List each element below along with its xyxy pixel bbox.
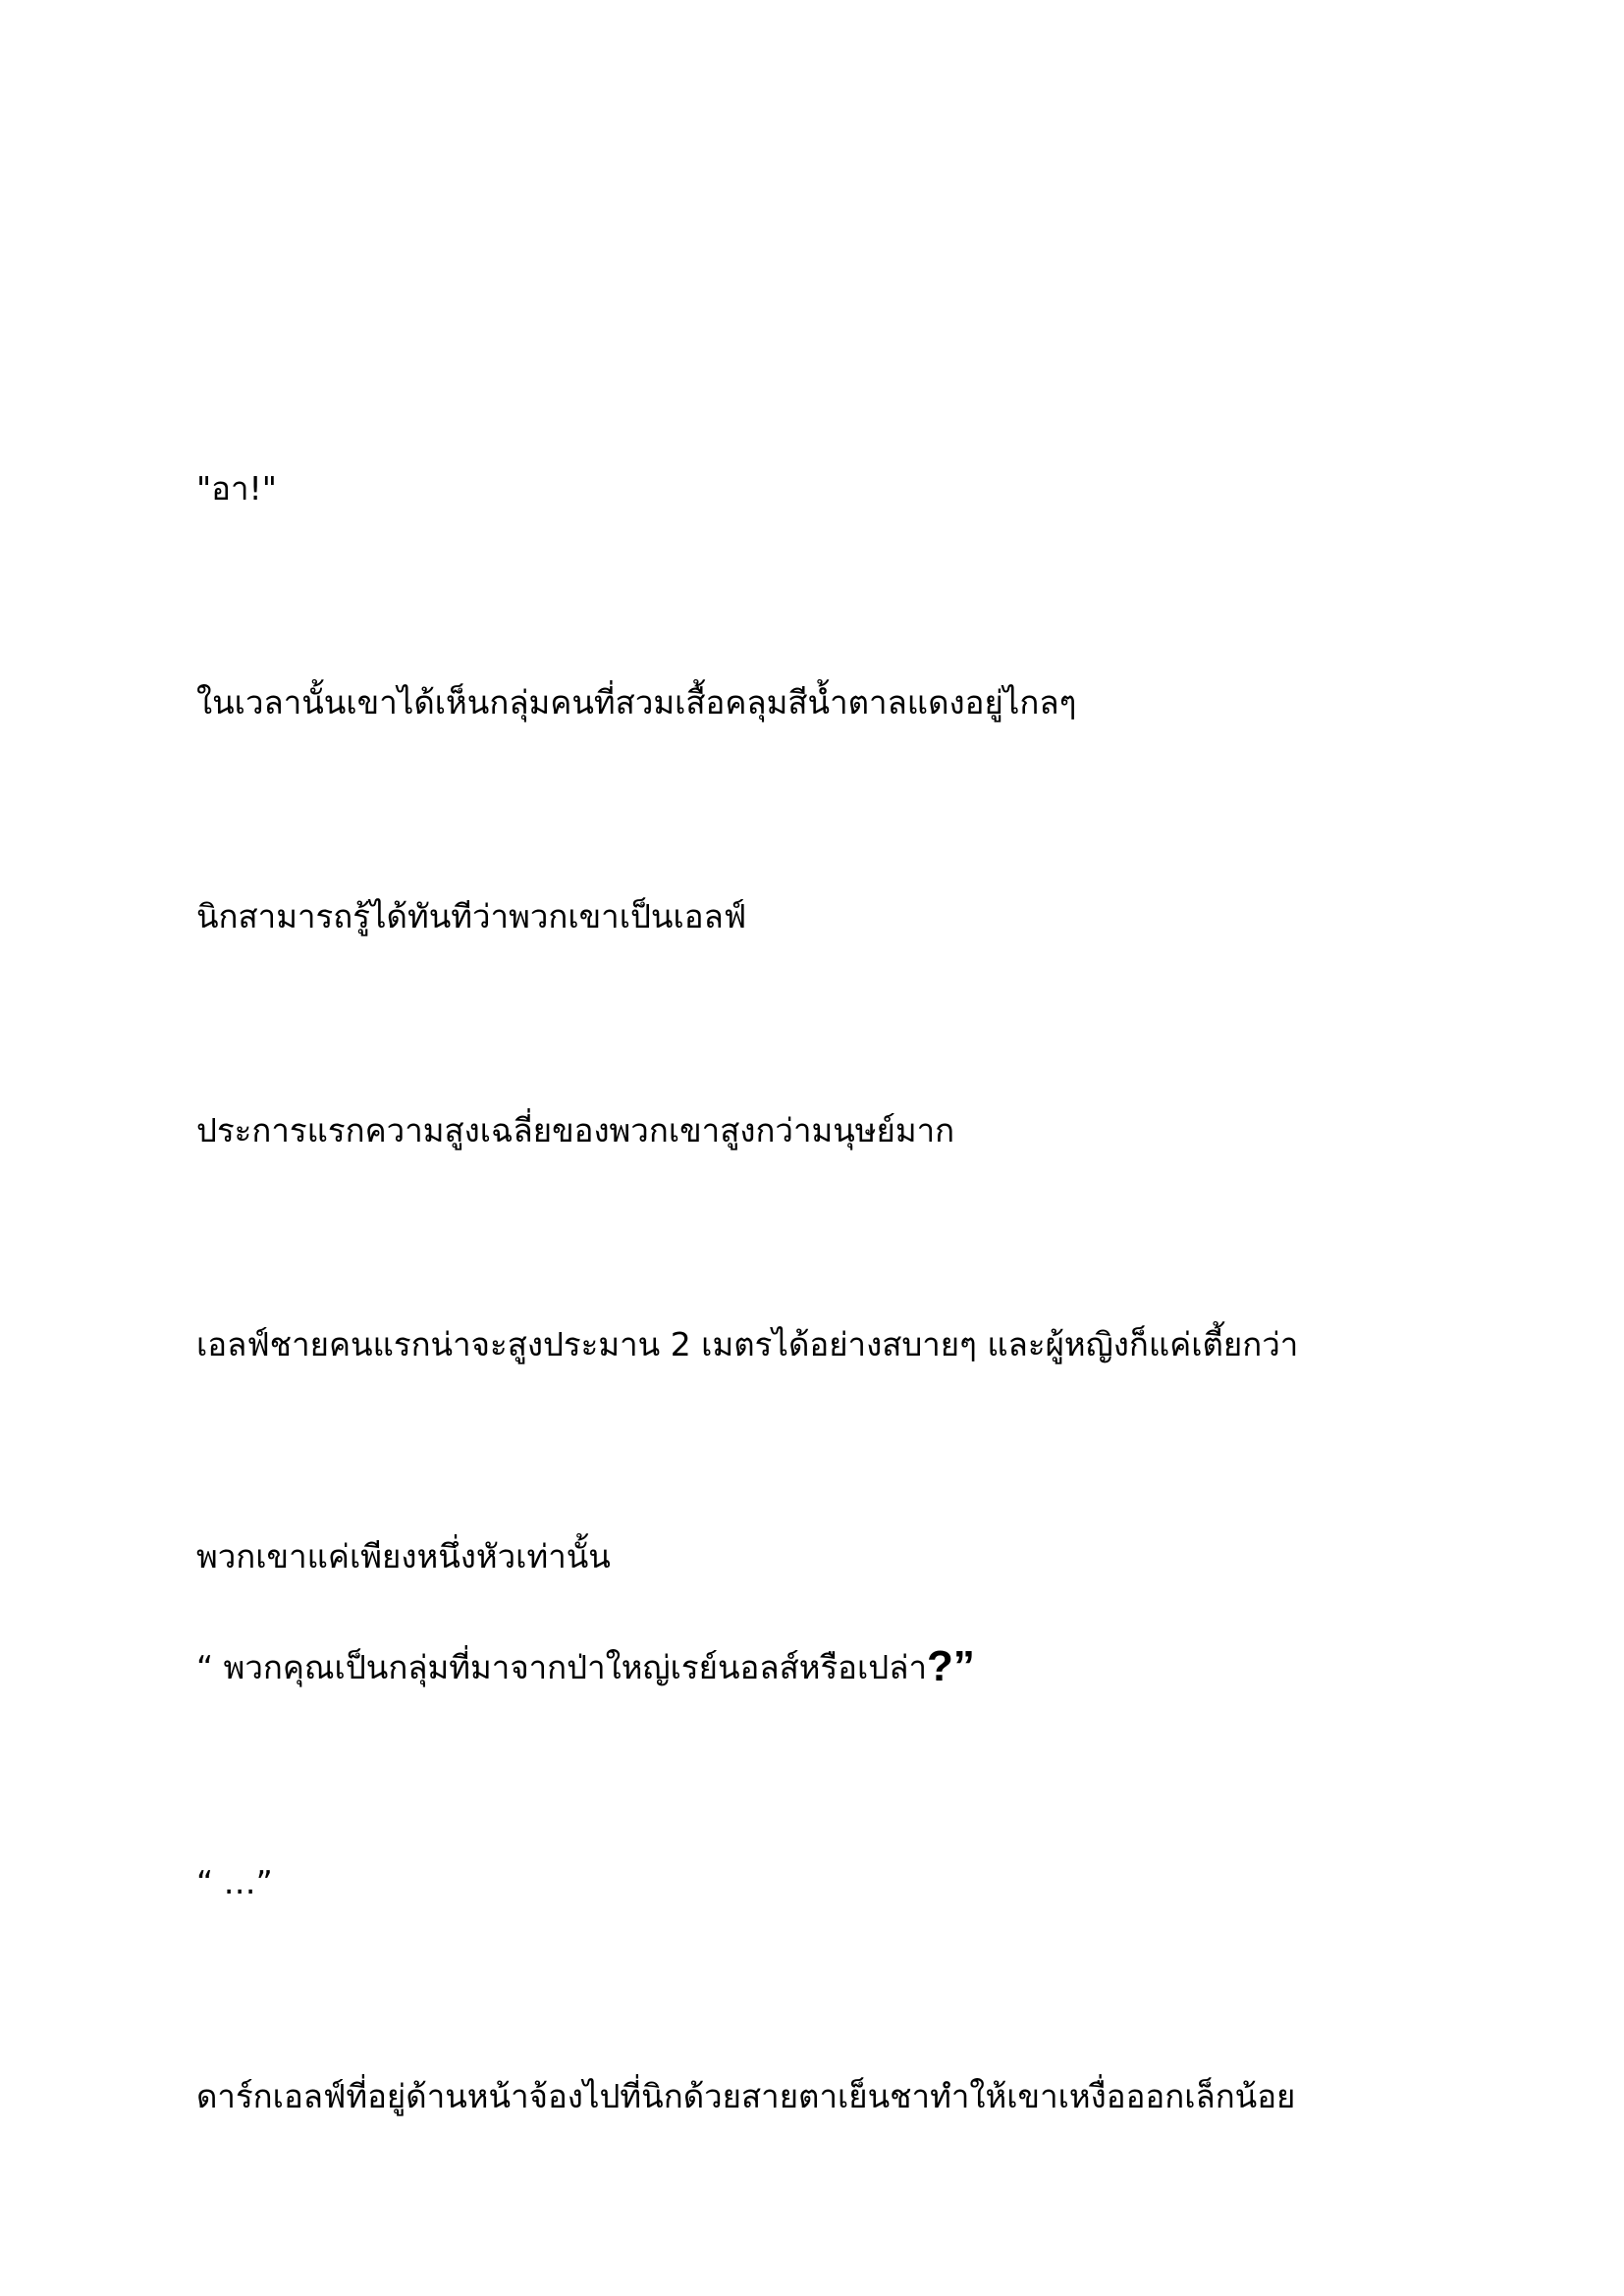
text-line: พวกเขาแค่เพียงหนึ่งหัวเท่านั้น bbox=[196, 1537, 611, 1575]
text-line: ดาร์กเอลฟ์ที่อยู่ด้านหน้าจ้องไปที่นิกด้วยสายตาเย็นชาทำให้เขาเหงื่อออกเล็กน้อย bbox=[196, 2077, 1296, 2115]
text-line: เอลฟ์ชายคนแรกน่าจะสูงประมาน 2 เมตรได้อย่างสบายๆ และผู้หญิงก็แค่เตี้ยกว่า bbox=[196, 1325, 1299, 1363]
text-line bbox=[196, 1631, 1434, 1703]
text-line: ในเวลานั้นเขาได้เห็นกลุ่มคนที่สวมเสื้อคลุมสีน้ำตาลแดงอยู่ไกลๆ bbox=[196, 683, 1077, 721]
question-text: “ พวกคุณเป็นกลุ่มที่มาจากป่าใหญ่เรย์นอลส์หรือเปล่า bbox=[196, 1648, 927, 1686]
text-line: นิกสามารถรู้ได้ทันทีว่าพวกเขาเป็นเอลฟ์ bbox=[196, 897, 747, 935]
text-line: “ …” bbox=[196, 1863, 273, 1901]
text-line: ประการแรกความสูงเฉลี่ยของพวกเขาสูงกว่ามนุษย์มาก bbox=[196, 1111, 955, 1149]
text-line: "อา!" bbox=[196, 469, 277, 507]
paragraph-dark-elf-stare bbox=[196, 1920, 1434, 2273]
question-mark: ?” bbox=[926, 1642, 975, 1690]
